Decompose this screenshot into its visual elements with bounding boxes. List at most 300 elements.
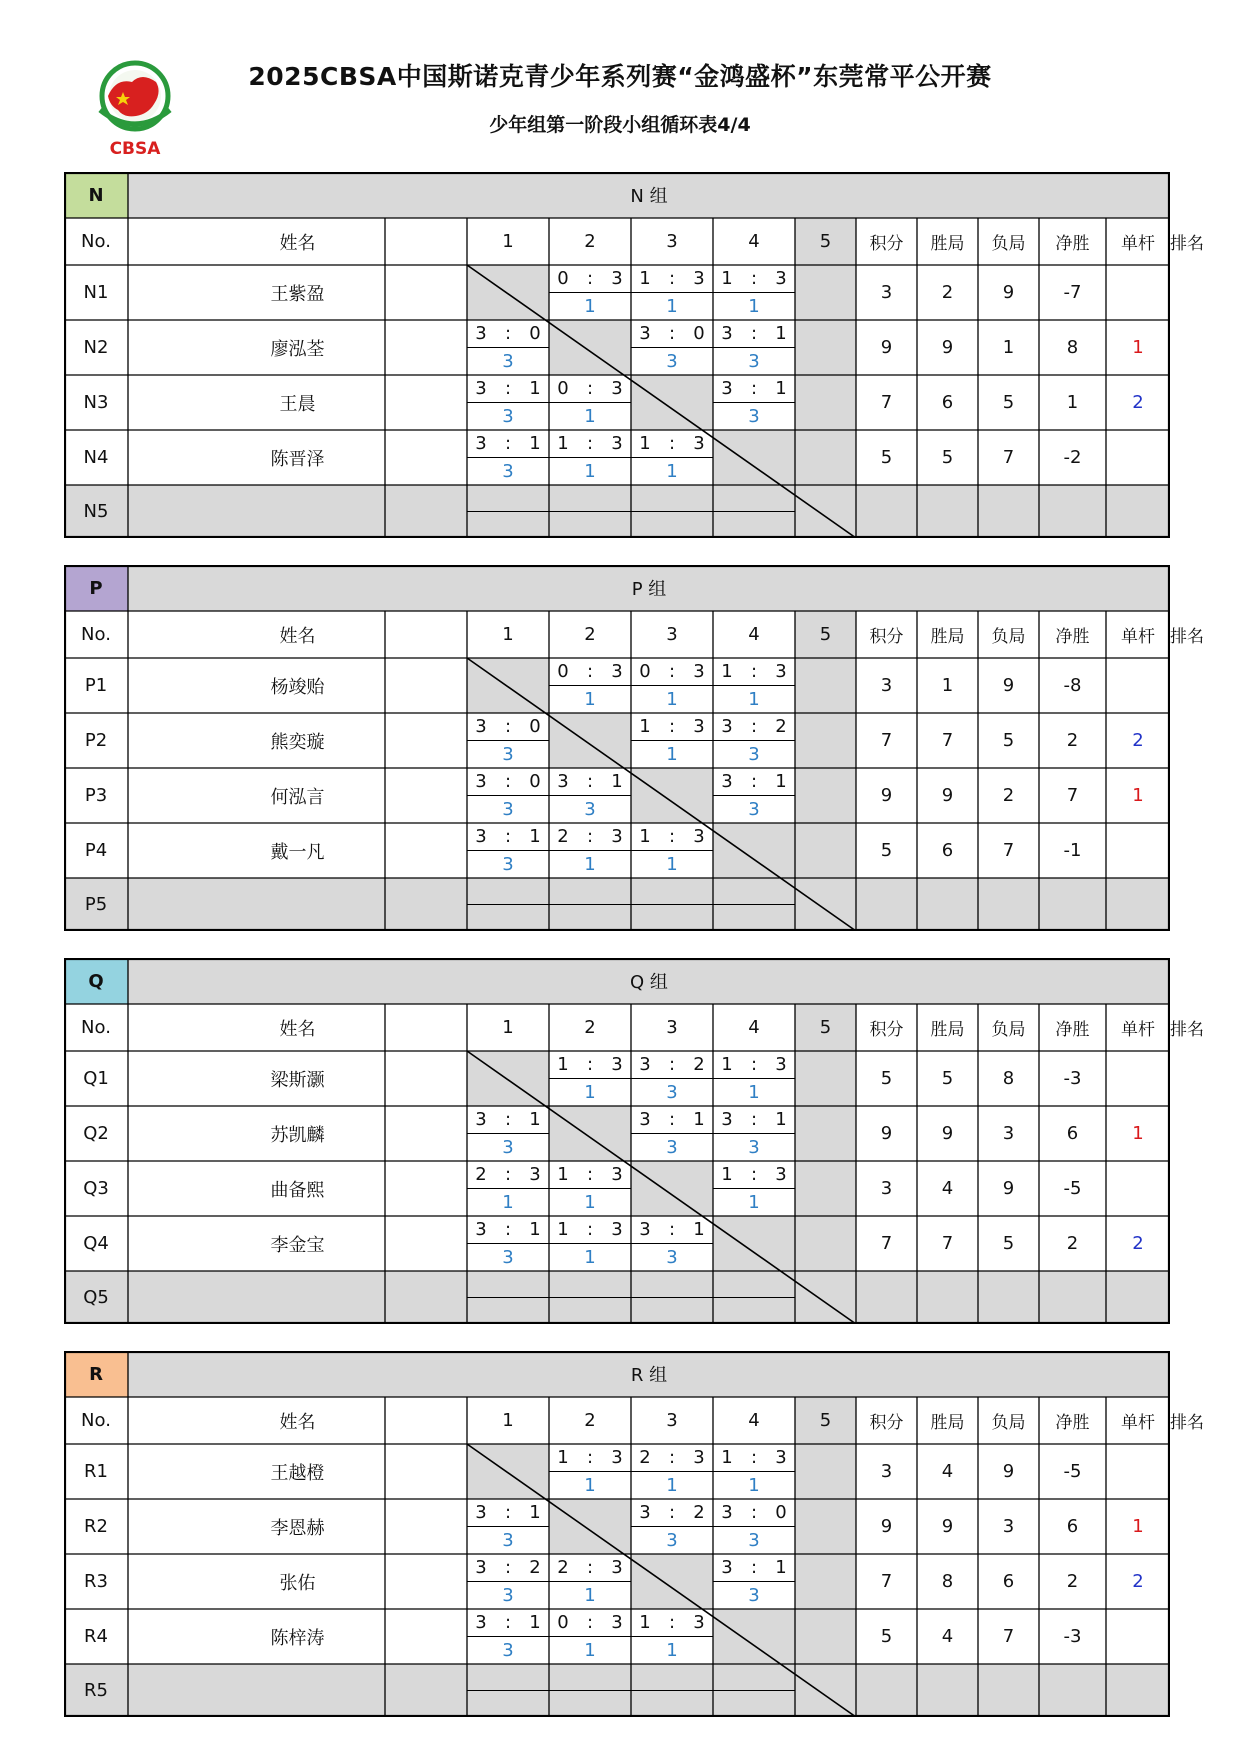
col-break: 单杆 (1121, 1413, 1155, 1433)
svg-text:CBSA: CBSA (109, 139, 161, 159)
score-colon: : (668, 323, 676, 345)
score-own: 3 (721, 1557, 733, 1579)
stat-points: 3 (880, 1461, 893, 1482)
player-name: 王越橙 (270, 1462, 325, 1484)
stat-frames-lost: 9 (1002, 1178, 1015, 1199)
stat-net: 1 (1066, 392, 1079, 413)
score-colon: : (586, 1164, 594, 1186)
score-opponent: 3 (775, 268, 787, 290)
score-colon: : (586, 433, 594, 455)
stat-frames-won: 4 (941, 1178, 954, 1199)
player-name: 陈晋泽 (270, 448, 325, 470)
score-own: 3 (475, 433, 487, 455)
col-opponent-1: 1 (502, 231, 514, 252)
col-opponent-5: 5 (819, 231, 832, 252)
score-own: 0 (557, 661, 569, 683)
stat-points: 3 (880, 1178, 893, 1199)
score-own: 3 (475, 323, 487, 345)
stat-points: 3 (880, 675, 893, 696)
score-own: 3 (639, 323, 651, 345)
match-points: 3 (502, 743, 514, 765)
score-own: 3 (475, 826, 487, 848)
col-opponent-5: 5 (819, 1017, 832, 1038)
score-opponent: 1 (775, 378, 787, 400)
score-own: 1 (557, 1219, 569, 1241)
score-colon: : (586, 771, 594, 793)
score-colon: : (668, 1054, 676, 1076)
score-colon: : (750, 1054, 758, 1076)
col-opponent-3: 3 (666, 1017, 678, 1038)
player-id: R1 (84, 1461, 108, 1482)
stat-rank (1106, 1609, 1170, 1664)
score-own: 3 (475, 1219, 487, 1241)
col-net: 净胜 (1055, 1020, 1090, 1040)
stat-frames-won: 9 (941, 785, 954, 806)
group-title: Q 组 (630, 972, 668, 993)
score-own: 2 (557, 826, 569, 848)
col-opponent-4: 4 (748, 1017, 760, 1038)
player-id: P2 (84, 730, 108, 751)
score-opponent: 1 (693, 1109, 705, 1131)
score-opponent: 3 (693, 716, 705, 738)
col-frames-won: 胜局 (930, 1413, 965, 1433)
player-id: N2 (83, 337, 109, 358)
score-own: 0 (557, 268, 569, 290)
col-opponent-4: 4 (748, 624, 760, 645)
score-opponent: 3 (693, 1447, 705, 1469)
stat-rank (1106, 1051, 1170, 1106)
score-colon: : (668, 1447, 676, 1469)
score-own: 3 (639, 1502, 651, 1524)
player-name: 王紫盈 (270, 283, 325, 305)
player-id: N5 (83, 501, 109, 522)
player-id: P5 (84, 894, 108, 915)
col-frames-lost: 负局 (991, 1020, 1026, 1040)
stat-frames-won: 5 (941, 447, 954, 468)
score-own: 1 (639, 716, 651, 738)
score-colon: : (750, 378, 758, 400)
score-colon: : (668, 1502, 676, 1524)
score-own: 1 (639, 1612, 651, 1634)
col-net: 净胜 (1055, 234, 1090, 254)
score-opponent: 3 (611, 433, 623, 455)
col-break: 单杆 (1121, 1020, 1155, 1040)
group-letter: R (89, 1363, 103, 1385)
stat-net: 2 (1066, 1233, 1079, 1254)
col-frames-won: 胜局 (930, 627, 965, 647)
score-opponent: 1 (529, 1612, 541, 1634)
score-opponent: 2 (529, 1557, 541, 1579)
score-own: 1 (721, 1164, 733, 1186)
score-opponent: 1 (775, 323, 787, 345)
stat-rank (1106, 430, 1170, 485)
match-points: 1 (584, 405, 596, 427)
match-points: 3 (748, 405, 760, 427)
player-name: 杨竣贻 (270, 676, 325, 698)
col-frames-won: 胜局 (930, 1020, 965, 1040)
stat-frames-won: 5 (941, 1068, 954, 1089)
score-colon: : (750, 1502, 758, 1524)
score-own: 3 (721, 1502, 733, 1524)
stat-points: 5 (880, 840, 893, 861)
stat-frames-lost: 5 (1002, 1233, 1015, 1254)
score-opponent: 0 (529, 716, 541, 738)
score-own: 0 (639, 661, 651, 683)
match-points: 3 (502, 460, 514, 482)
score-colon: : (750, 1164, 758, 1186)
stat-rank (1106, 1161, 1170, 1216)
col-opponent-1: 1 (502, 624, 514, 645)
col-opponent-1: 1 (502, 1410, 514, 1431)
match-points: 1 (748, 1474, 760, 1496)
player-id: N1 (83, 282, 109, 303)
score-opponent: 3 (611, 1164, 623, 1186)
col-rank: 排名 (1170, 1020, 1204, 1040)
match-points: 1 (666, 853, 678, 875)
score-colon: : (668, 716, 676, 738)
score-opponent: 1 (529, 1502, 541, 1524)
stat-frames-won: 7 (941, 730, 954, 751)
player-id: Q1 (83, 1068, 109, 1089)
player-name: 熊奕璇 (270, 731, 325, 753)
stat-points: 5 (880, 1068, 893, 1089)
score-own: 3 (475, 1612, 487, 1634)
stat-frames-lost: 3 (1002, 1123, 1015, 1144)
col-frames-won: 胜局 (930, 234, 965, 254)
score-colon: : (750, 661, 758, 683)
col-opponent-4: 4 (748, 231, 760, 252)
match-points: 1 (748, 295, 760, 317)
score-opponent: 1 (775, 1109, 787, 1131)
match-points: 3 (666, 1529, 678, 1551)
page-title: 2025CBSA中国斯诺克青少年系列赛“金鸿盛杯”东莞常平公开赛 (248, 62, 992, 91)
score-own: 3 (475, 716, 487, 738)
stat-net: -5 (1063, 1178, 1082, 1199)
stat-frames-won: 6 (941, 840, 954, 861)
stat-frames-won: 8 (941, 1571, 954, 1592)
score-opponent: 3 (611, 1612, 623, 1634)
stat-rank (1106, 823, 1170, 878)
col-points: 积分 (869, 1020, 904, 1040)
player-name: 李金宝 (270, 1234, 325, 1256)
stat-rank: 1 (1132, 1516, 1144, 1537)
match-points: 3 (502, 1639, 514, 1661)
score-own: 1 (721, 1447, 733, 1469)
score-own: 1 (557, 433, 569, 455)
stat-frames-lost: 9 (1002, 675, 1015, 696)
match-points: 3 (748, 1529, 760, 1551)
group-table-p (64, 565, 1204, 931)
stat-frames-won: 4 (941, 1461, 954, 1482)
col-no: No. (81, 1017, 111, 1038)
stat-net: 2 (1066, 730, 1079, 751)
player-id: P1 (84, 675, 108, 696)
stat-frames-lost: 2 (1002, 785, 1015, 806)
match-points: 1 (584, 1639, 596, 1661)
col-opponent-3: 3 (666, 624, 678, 645)
score-colon: : (504, 1164, 512, 1186)
cbsa-logo (90, 58, 180, 160)
score-colon: : (504, 1109, 512, 1131)
match-points: 3 (748, 1584, 760, 1606)
stat-points: 5 (880, 1626, 893, 1647)
score-colon: : (504, 1557, 512, 1579)
match-points: 1 (666, 688, 678, 710)
score-own: 2 (475, 1164, 487, 1186)
col-frames-lost: 负局 (991, 1413, 1026, 1433)
col-opponent-5: 5 (819, 1410, 832, 1431)
col-no: No. (81, 1410, 111, 1431)
stat-net: -5 (1063, 1461, 1082, 1482)
col-frames-lost: 负局 (991, 234, 1026, 254)
group-letter: Q (88, 970, 104, 992)
player-id: Q3 (83, 1178, 109, 1199)
stat-frames-won: 2 (941, 282, 954, 303)
score-colon: : (586, 1612, 594, 1634)
col-opponent-3: 3 (666, 231, 678, 252)
player-name: 张佑 (279, 1572, 316, 1594)
col-rank: 排名 (1170, 627, 1204, 647)
score-own: 1 (639, 433, 651, 455)
match-points: 1 (748, 1081, 760, 1103)
score-own: 3 (475, 771, 487, 793)
col-opponent-2: 2 (584, 1410, 596, 1431)
stat-frames-won: 6 (941, 392, 954, 413)
score-own: 3 (475, 378, 487, 400)
stat-net: 6 (1066, 1516, 1079, 1537)
stat-points: 9 (880, 1123, 893, 1144)
match-points: 1 (748, 688, 760, 710)
match-points: 3 (666, 1081, 678, 1103)
score-colon: : (586, 268, 594, 290)
player-name: 陈梓涛 (270, 1627, 325, 1649)
player-id: R3 (84, 1571, 108, 1592)
score-colon: : (504, 716, 512, 738)
group-table-q (64, 958, 1204, 1324)
stat-frames-lost: 7 (1002, 840, 1015, 861)
score-colon: : (504, 323, 512, 345)
match-points: 1 (502, 1191, 514, 1213)
player-name: 何泓言 (270, 786, 325, 808)
score-colon: : (504, 1502, 512, 1524)
player-name: 戴一凡 (270, 841, 325, 863)
player-name: 梁斯灏 (270, 1069, 325, 1091)
match-points: 1 (584, 295, 596, 317)
player-id: Q5 (83, 1287, 109, 1308)
stat-frames-lost: 5 (1002, 392, 1015, 413)
col-name: 姓名 (279, 625, 316, 647)
stat-points: 3 (880, 282, 893, 303)
score-opponent: 3 (529, 1164, 541, 1186)
stat-net: -2 (1063, 447, 1082, 468)
score-opponent: 3 (611, 378, 623, 400)
score-colon: : (586, 1557, 594, 1579)
match-points: 1 (666, 1639, 678, 1661)
stat-points: 7 (880, 730, 893, 751)
score-opponent: 3 (611, 661, 623, 683)
stat-rank: 1 (1132, 785, 1144, 806)
stat-frames-won: 9 (941, 337, 954, 358)
score-own: 3 (721, 378, 733, 400)
stat-frames-lost: 6 (1002, 1571, 1015, 1592)
stat-rank (1106, 265, 1170, 320)
stat-net: -3 (1063, 1626, 1082, 1647)
score-opponent: 1 (529, 433, 541, 455)
score-opponent: 2 (693, 1054, 705, 1076)
match-points: 1 (748, 1191, 760, 1213)
match-points: 1 (584, 1081, 596, 1103)
col-no: No. (81, 624, 111, 645)
score-colon: : (668, 661, 676, 683)
score-opponent: 3 (611, 1447, 623, 1469)
score-colon: : (586, 1219, 594, 1241)
match-points: 3 (748, 798, 760, 820)
col-name: 姓名 (279, 232, 316, 254)
score-opponent: 3 (693, 268, 705, 290)
group-table-r (64, 1351, 1204, 1717)
score-own: 3 (721, 323, 733, 345)
score-own: 1 (557, 1447, 569, 1469)
score-opponent: 0 (693, 323, 705, 345)
score-own: 3 (475, 1109, 487, 1131)
group-table-n (64, 172, 1204, 538)
score-own: 2 (639, 1447, 651, 1469)
score-colon: : (586, 661, 594, 683)
col-opponent-2: 2 (584, 1017, 596, 1038)
stat-rank (1106, 658, 1170, 713)
match-points: 1 (584, 460, 596, 482)
score-own: 3 (475, 1502, 487, 1524)
stat-frames-lost: 3 (1002, 1516, 1015, 1537)
col-opponent-1: 1 (502, 1017, 514, 1038)
col-opponent-5: 5 (819, 624, 832, 645)
score-own: 3 (639, 1109, 651, 1131)
match-points: 3 (584, 798, 596, 820)
player-name: 王晨 (279, 393, 316, 415)
score-own: 0 (557, 378, 569, 400)
col-rank: 排名 (1170, 1413, 1204, 1433)
stat-net: 8 (1066, 337, 1079, 358)
match-points: 1 (584, 1474, 596, 1496)
col-no: No. (81, 231, 111, 252)
player-id: N4 (83, 447, 109, 468)
stat-rank (1106, 1444, 1170, 1499)
score-opponent: 0 (775, 1502, 787, 1524)
match-points: 1 (584, 1246, 596, 1268)
stat-frames-won: 7 (941, 1233, 954, 1254)
score-colon: : (750, 1557, 758, 1579)
stat-rank: 2 (1132, 730, 1144, 751)
group-letter: P (89, 577, 103, 599)
stat-net: -1 (1063, 840, 1082, 861)
match-points: 1 (666, 460, 678, 482)
match-points: 3 (502, 1584, 514, 1606)
match-points: 3 (748, 743, 760, 765)
score-opponent: 3 (693, 661, 705, 683)
stat-frames-lost: 8 (1002, 1068, 1015, 1089)
score-opponent: 1 (693, 1219, 705, 1241)
score-own: 3 (639, 1219, 651, 1241)
match-points: 3 (748, 1136, 760, 1158)
score-own: 3 (475, 1557, 487, 1579)
score-opponent: 3 (693, 1612, 705, 1634)
match-points: 1 (666, 743, 678, 765)
score-opponent: 3 (611, 1054, 623, 1076)
score-colon: : (750, 1109, 758, 1131)
player-id: R2 (84, 1516, 108, 1537)
player-id: P3 (84, 785, 108, 806)
score-colon: : (504, 433, 512, 455)
score-colon: : (750, 771, 758, 793)
score-opponent: 1 (775, 771, 787, 793)
page-subtitle: 少年组第一阶段小组循环表4/4 (489, 114, 751, 136)
score-colon: : (668, 268, 676, 290)
col-opponent-2: 2 (584, 231, 596, 252)
player-name: 苏凯麟 (270, 1124, 325, 1146)
stat-points: 9 (880, 1516, 893, 1537)
col-name: 姓名 (279, 1018, 316, 1040)
match-points: 1 (584, 1191, 596, 1213)
score-own: 1 (557, 1054, 569, 1076)
group-title: N 组 (630, 186, 668, 207)
score-own: 1 (721, 1054, 733, 1076)
stat-frames-lost: 5 (1002, 730, 1015, 751)
col-break: 单杆 (1121, 627, 1155, 647)
stat-net: -7 (1063, 282, 1082, 303)
score-colon: : (750, 323, 758, 345)
stat-rank: 1 (1132, 1123, 1144, 1144)
score-opponent: 3 (693, 433, 705, 455)
stat-frames-lost: 7 (1002, 1626, 1015, 1647)
score-opponent: 3 (775, 661, 787, 683)
score-own: 3 (639, 1054, 651, 1076)
score-own: 0 (557, 1612, 569, 1634)
score-colon: : (750, 716, 758, 738)
score-colon: : (504, 826, 512, 848)
score-colon: : (586, 826, 594, 848)
match-points: 1 (584, 688, 596, 710)
score-own: 1 (639, 826, 651, 848)
player-id: R5 (84, 1680, 108, 1701)
stat-rank: 1 (1132, 337, 1144, 358)
col-opponent-3: 3 (666, 1410, 678, 1431)
col-opponent-2: 2 (584, 624, 596, 645)
match-points: 3 (748, 350, 760, 372)
player-name: 曲备熙 (270, 1179, 325, 1201)
score-own: 3 (557, 771, 569, 793)
score-colon: : (504, 771, 512, 793)
score-colon: : (586, 1447, 594, 1469)
col-break: 单杆 (1121, 234, 1155, 254)
match-points: 3 (502, 1246, 514, 1268)
col-frames-lost: 负局 (991, 627, 1026, 647)
score-opponent: 3 (693, 826, 705, 848)
col-rank: 排名 (1170, 234, 1204, 254)
score-own: 3 (721, 1109, 733, 1131)
stat-frames-won: 9 (941, 1516, 954, 1537)
stat-rank: 2 (1132, 392, 1144, 413)
player-id: R4 (84, 1626, 108, 1647)
score-colon: : (668, 1109, 676, 1131)
score-colon: : (750, 1447, 758, 1469)
match-points: 1 (584, 853, 596, 875)
score-own: 1 (557, 1164, 569, 1186)
stat-points: 9 (880, 337, 893, 358)
score-opponent: 1 (611, 771, 623, 793)
match-points: 3 (502, 405, 514, 427)
match-points: 3 (502, 1136, 514, 1158)
score-opponent: 1 (529, 826, 541, 848)
